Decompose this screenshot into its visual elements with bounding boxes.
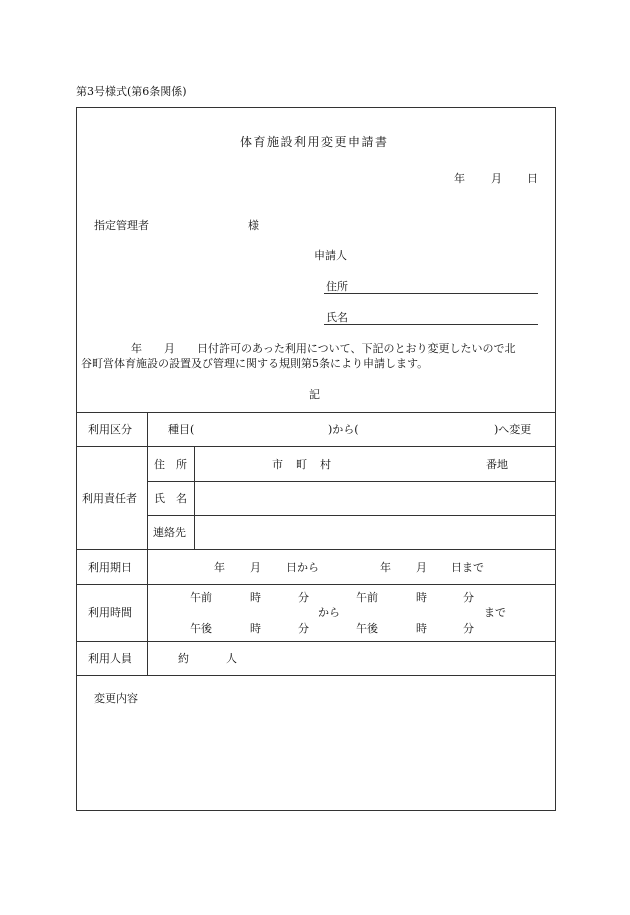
addressee-label: 指定管理者: [94, 219, 149, 232]
period-start-day: 日から: [286, 561, 319, 574]
category-suffix: )へ変更: [494, 423, 532, 436]
applicant-name-label: 氏名: [326, 311, 348, 324]
period-end-year: 年: [380, 561, 391, 574]
period-start-year: 年: [214, 561, 225, 574]
body-text-line-1: 年 月 日付許可のあった利用について、下記のとおり変更したいので北: [131, 342, 516, 355]
category-middle: )から(: [328, 423, 359, 436]
applicant-label: 申請人: [314, 249, 347, 262]
date-year-label: 年: [454, 172, 465, 185]
responsible-label: 利用責任者: [82, 492, 137, 505]
time-end-pm: 午後: [356, 622, 378, 635]
sublabel-column-divider: [194, 446, 195, 549]
time-until: まで: [484, 606, 506, 619]
form-title: 体育施設利用変更申請書: [240, 135, 389, 149]
time-start-pm-minute: 分: [298, 622, 309, 635]
row-divider: [76, 675, 556, 676]
period-end-day: 日まで: [451, 561, 484, 574]
applicant-address-line[interactable]: [324, 293, 538, 294]
responsible-name-label: 氏 名: [154, 492, 187, 505]
people-approx: 約: [178, 652, 189, 665]
date-day-label: 日: [527, 172, 538, 185]
time-end-am: 午前: [356, 591, 378, 604]
time-start-am: 午前: [190, 591, 212, 604]
responsible-address-label: 住 所: [154, 458, 187, 471]
applicant-address-label: 住所: [326, 280, 348, 293]
time-start-am-hour: 時: [250, 591, 261, 604]
changes-label: 変更内容: [94, 692, 138, 705]
people-label: 利用人員: [88, 652, 132, 665]
period-start-month: 月: [250, 561, 261, 574]
row-divider: [76, 641, 556, 642]
period-end-month: 月: [416, 561, 427, 574]
sub-row-divider: [147, 481, 556, 482]
time-from: から: [318, 606, 340, 619]
row-divider: [76, 549, 556, 550]
addressee-honorific: 様: [248, 219, 259, 232]
date-month-label: 月: [491, 172, 502, 185]
address-village: 村: [320, 458, 331, 471]
row-divider: [76, 446, 556, 447]
time-label: 利用時間: [88, 606, 132, 619]
body-text-line-2: 谷町営体育施設の設置及び管理に関する規則第5条により申請します。: [81, 357, 429, 370]
sub-row-divider: [147, 515, 556, 516]
note-heading: 記: [309, 388, 320, 401]
time-end-pm-minute: 分: [463, 622, 474, 635]
category-prefix: 種目(: [168, 423, 195, 436]
category-label: 利用区分: [88, 423, 132, 436]
period-label: 利用期日: [88, 561, 132, 574]
row-divider: [76, 412, 556, 413]
label-column-divider: [147, 412, 148, 675]
people-unit: 人: [226, 652, 237, 665]
form-frame: [76, 107, 556, 811]
time-end-pm-hour: 時: [416, 622, 427, 635]
time-end-am-hour: 時: [416, 591, 427, 604]
applicant-name-line[interactable]: [324, 324, 538, 325]
responsible-contact-label: 連絡先: [153, 526, 186, 539]
time-start-pm: 午後: [190, 622, 212, 635]
row-divider: [76, 584, 556, 585]
time-start-am-minute: 分: [298, 591, 309, 604]
changes-input-area[interactable]: [82, 712, 548, 804]
time-end-am-minute: 分: [463, 591, 474, 604]
body-text: [81, 341, 551, 371]
form-number: 第3号様式(第6条関係): [76, 85, 187, 98]
time-start-pm-hour: 時: [250, 622, 261, 635]
address-town: 町: [296, 458, 307, 471]
address-city: 市: [272, 458, 283, 471]
address-lot: 番地: [486, 458, 508, 471]
